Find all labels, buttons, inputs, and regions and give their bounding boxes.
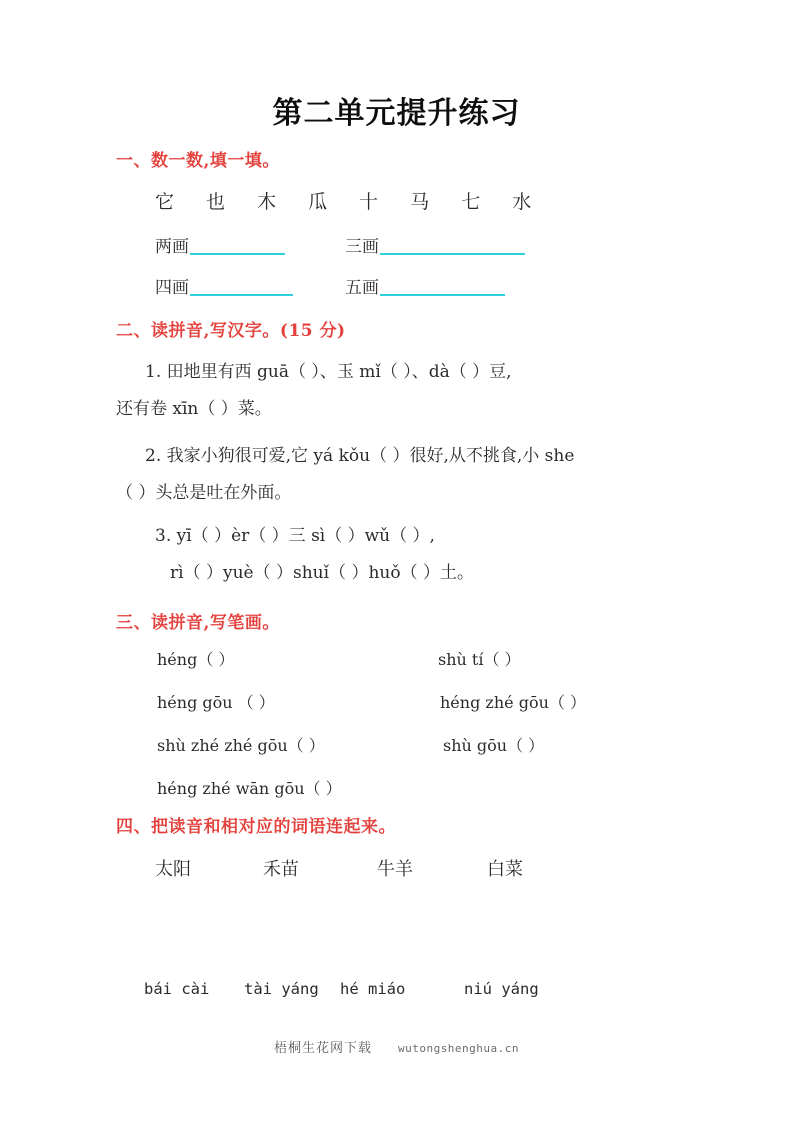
fill-item-five-strokes [345,273,505,298]
section-heading-4: 四、把读音和相对应的词语连起来。 [116,817,396,837]
section2-q2-line2: （ ）头总是吐在外面。 [116,483,292,503]
section2-q3-line2: rì（ ）yuè（ ）shuǐ（ ）huǒ（ ）土。 [170,563,474,583]
section4-pinyin-row [144,980,539,998]
answer-blank-four-strokes[interactable] [190,294,293,296]
fill-label-two-strokes: 两画 [155,237,189,257]
section2-q1-line1: 1. 田地里有西 guā（ ）、玉 mǐ（ ）、dà（ ）豆, [145,362,512,382]
section2-q3-line1: 3. yī（ ）èr（ ）三 sì（ ）wǔ（ ）, [155,526,435,546]
match-word-hemiao[interactable]: 禾苗 [263,859,299,880]
match-word-baicai[interactable]: 白菜 [487,859,523,880]
stroke-item-heng: héng（ ） [157,650,235,669]
section-heading-3: 三、读拼音,写笔画。 [116,613,280,633]
fill-label-five-strokes: 五画 [345,278,379,298]
section1-character-list: 它 也 木 瓜 十 马 七 水 [155,191,545,213]
fill-label-three-strokes: 三画 [345,237,379,257]
match-pinyin-niuyang[interactable]: niú yáng [464,980,539,998]
stroke-item-heng-zhe-wan-gou: héng zhé wān gōu（ ） [157,779,342,798]
stroke-item-heng-zhe-gou: héng zhé gōu（ ） [440,693,586,712]
fill-label-four-strokes: 四画 [155,278,189,298]
fill-item-two-strokes [155,232,285,257]
fill-item-four-strokes [155,273,293,298]
stroke-item-shu-zhe-zhe-gou: shù zhé zhé gōu（ ） [157,736,325,755]
section2-q1-line2: 还有卷 xīn（ ）菜。 [116,399,272,419]
match-word-taiyang[interactable]: 太阳 [155,859,191,880]
stroke-item-shu-gou: shù gōu（ ） [443,736,545,755]
section2-q2-line1: 2. 我家小狗很可爱,它 yá kǒu（ ）很好,从不挑食,小 she [145,446,575,466]
answer-blank-two-strokes[interactable] [190,253,285,255]
stroke-item-heng-gou: héng gōu （ ） [157,693,275,712]
match-word-niuyang[interactable]: 牛羊 [377,859,413,880]
section-heading-1: 一、数一数,填一填。 [116,151,280,171]
footer-watermark [0,1037,793,1057]
watermark-site-name: 梧桐生花网下载 [273,1041,372,1056]
match-pinyin-hemiao[interactable]: hé miáo [340,980,406,998]
page-title: 第二单元提升练习 [272,96,521,131]
answer-blank-three-strokes[interactable] [380,253,525,255]
match-pinyin-baicai[interactable]: bái cài [144,980,210,998]
stroke-item-shu-ti: shù tí（ ） [438,650,521,669]
section4-word-row [155,855,523,881]
match-pinyin-taiyang[interactable]: tài yáng [244,980,319,998]
section-heading-2: 二、读拼音,写汉字。(15 分) [116,321,346,341]
answer-blank-five-strokes[interactable] [380,294,505,296]
fill-item-three-strokes [345,232,525,257]
watermark-site-url: wutongshenghua.cn [397,1042,520,1055]
